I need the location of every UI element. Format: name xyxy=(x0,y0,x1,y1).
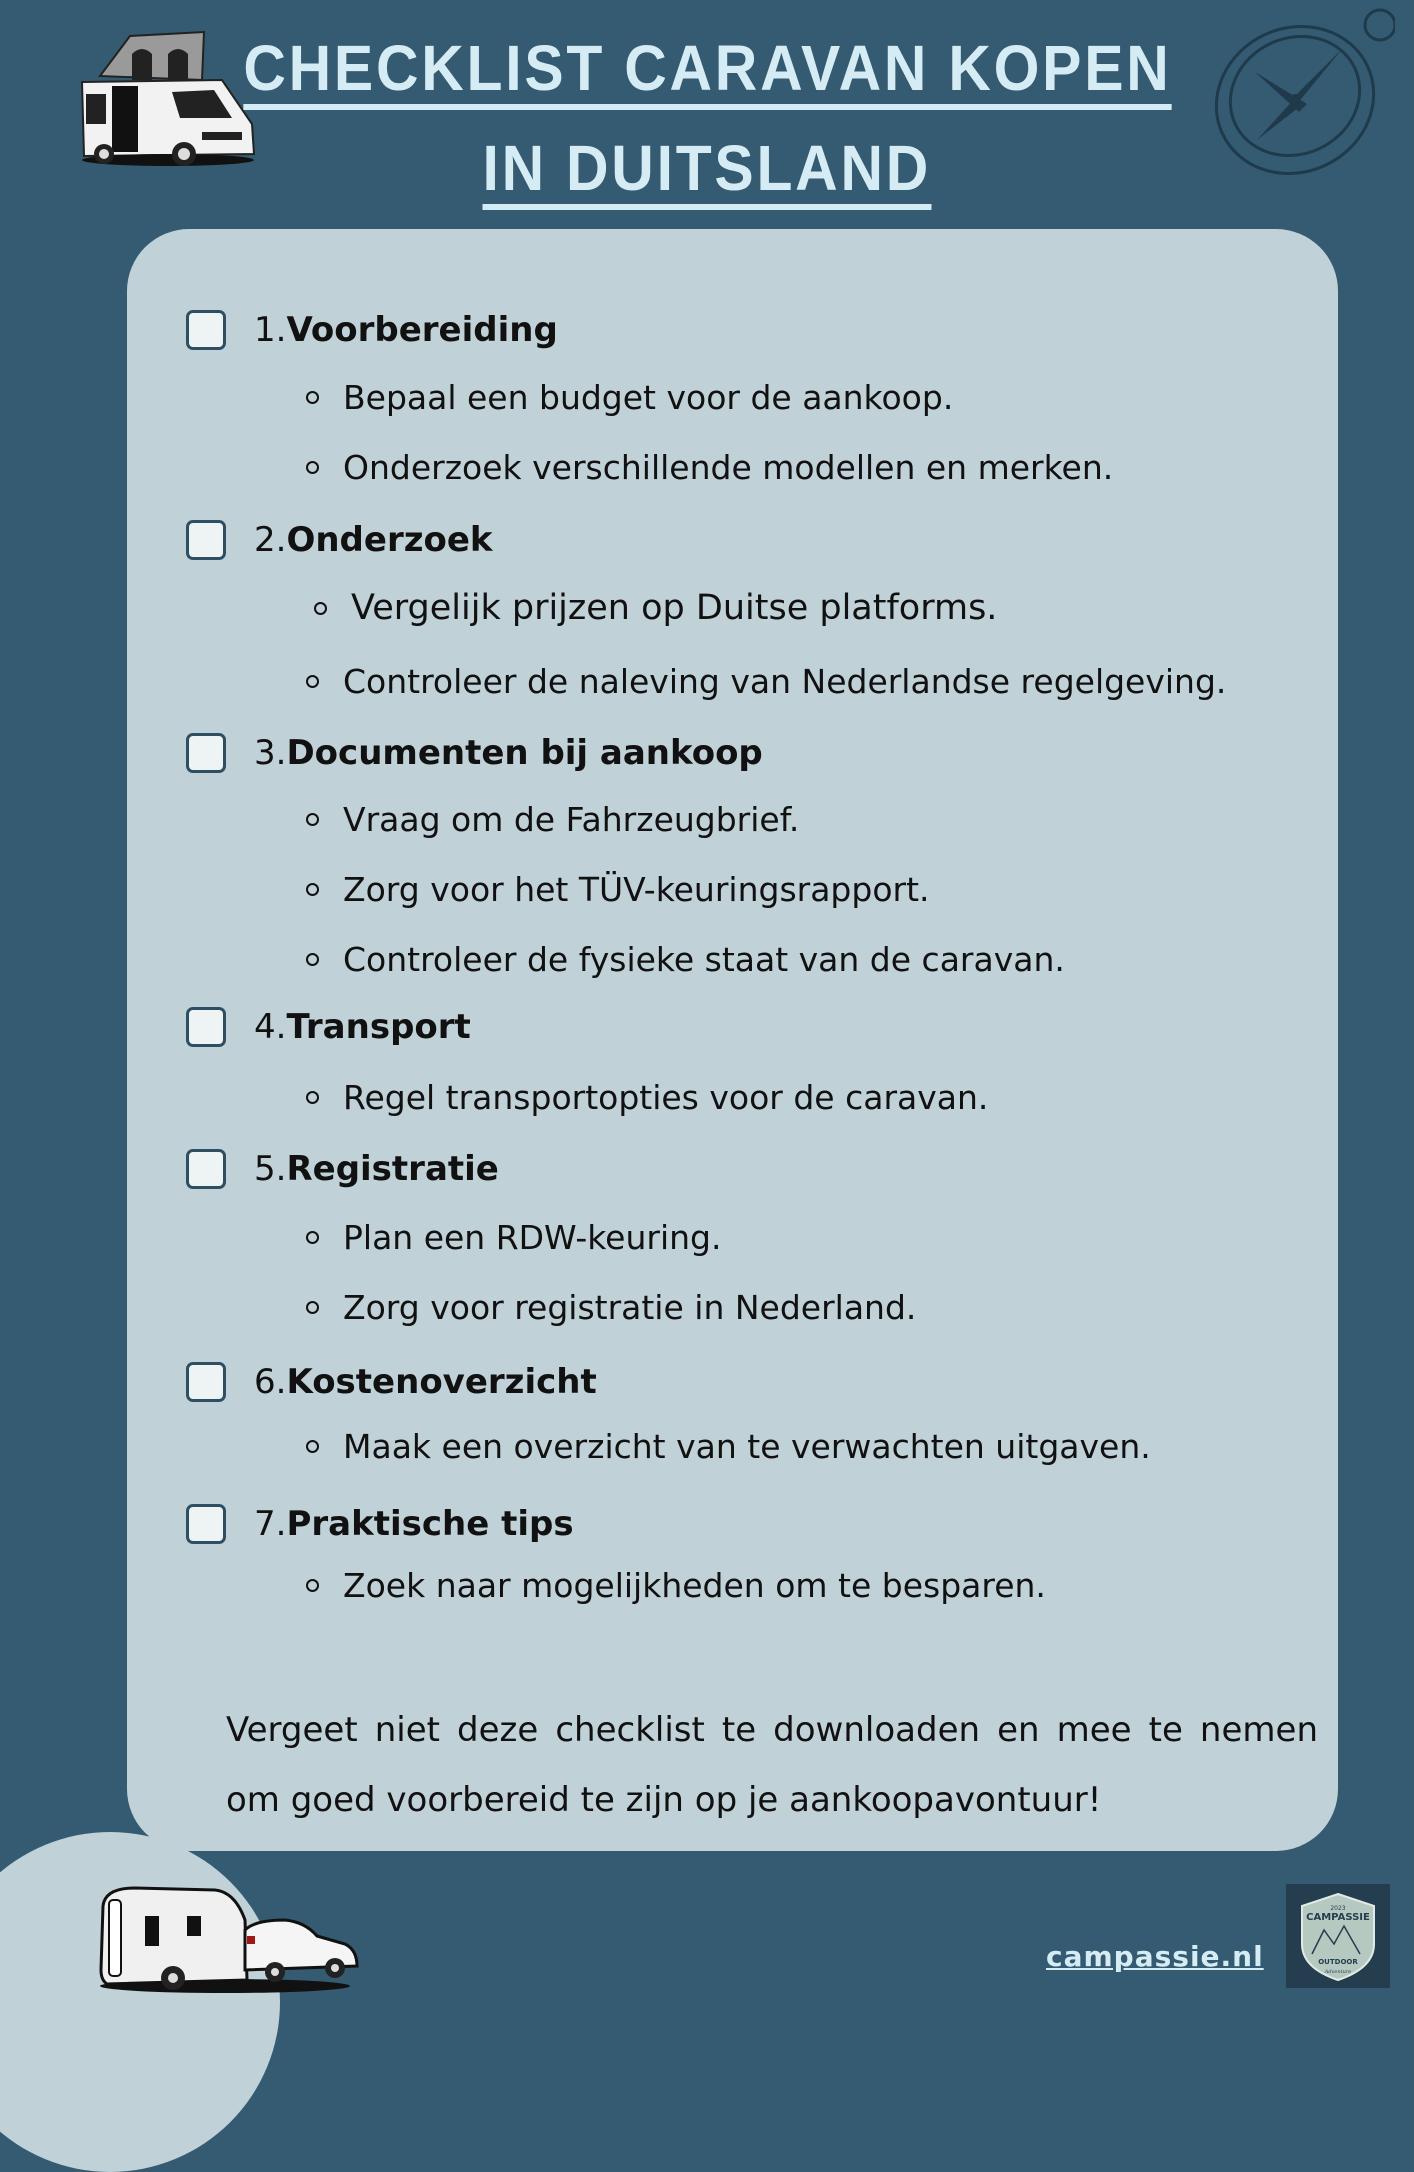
list-item: Zorg voor het TÜV-keuringsrapport. xyxy=(306,870,930,909)
section-number: 6. xyxy=(254,1362,287,1402)
checklist-section-3 xyxy=(186,733,763,773)
checkbox[interactable] xyxy=(186,1362,226,1402)
checklist-section-1 xyxy=(186,310,558,350)
list-item: Plan een RDW-keuring. xyxy=(306,1218,722,1257)
checklist-section-7 xyxy=(186,1504,574,1544)
bullet-icon xyxy=(306,813,319,826)
list-item: Vergelijk prijzen op Duitse platforms. xyxy=(314,588,997,628)
section-title: Kostenoverzicht xyxy=(286,1362,597,1402)
bullet-icon xyxy=(306,953,319,966)
section-number: 5. xyxy=(254,1149,287,1189)
checkbox[interactable] xyxy=(186,310,226,350)
list-item: Vraag om de Fahrzeugbrief. xyxy=(306,800,799,839)
bullet-icon xyxy=(306,1440,319,1453)
list-item: Controleer de fysieke staat van de caravan. xyxy=(306,940,1065,979)
list-item: Controleer de naleving van Nederlandse regelgeving. xyxy=(306,662,1226,701)
section-number: 7. xyxy=(254,1504,287,1544)
page-title-line-1: CHECKLIST CARAVAN KOPEN xyxy=(0,36,1414,110)
section-title: Voorbereiding xyxy=(286,310,558,350)
checklist-section-5 xyxy=(186,1149,499,1189)
section-title: Registratie xyxy=(286,1149,499,1189)
bullet-icon xyxy=(314,602,327,615)
svg-text:Adventure: Adventure xyxy=(1324,1969,1352,1975)
section-number: 2. xyxy=(254,520,287,560)
bullet-icon xyxy=(306,883,319,896)
list-item: Zoek naar mogelijkheden om te besparen. xyxy=(306,1566,1046,1605)
section-number: 3. xyxy=(254,733,287,773)
list-item: Onderzoek verschillende modellen en merken. xyxy=(306,448,1113,487)
checkbox[interactable] xyxy=(186,520,226,560)
bullet-icon xyxy=(306,461,319,474)
compass-icon xyxy=(1195,0,1395,185)
section-number: 1. xyxy=(254,310,287,350)
bullet-icon xyxy=(306,391,319,404)
list-item: Zorg voor registratie in Nederland. xyxy=(306,1288,916,1327)
section-title: Transport xyxy=(286,1007,471,1047)
list-item: Bepaal een budget voor de aankoop. xyxy=(306,378,953,417)
website-link[interactable]: campassie.nl xyxy=(1046,1940,1264,1973)
checklist-section-2 xyxy=(186,520,493,560)
checkbox[interactable] xyxy=(186,1007,226,1047)
section-title: Onderzoek xyxy=(286,520,493,560)
bullet-icon xyxy=(306,1231,319,1244)
checkbox[interactable] xyxy=(186,733,226,773)
bullet-icon xyxy=(306,675,319,688)
closing-note: Vergeet niet deze checklist te downloaden en mee te nemen om goed voorbereid te zijn op je aankoopavontuur! xyxy=(226,1710,1318,1820)
campassie-logo-badge xyxy=(1286,1884,1390,1988)
bullet-icon xyxy=(306,1301,319,1314)
checklist-section-6 xyxy=(186,1362,597,1402)
svg-text:CAMPASSIE: CAMPASSIE xyxy=(1306,1912,1370,1923)
page-title-line-2: IN DUITSLAND xyxy=(0,136,1414,210)
section-title: Praktische tips xyxy=(286,1504,574,1544)
checkbox[interactable] xyxy=(186,1504,226,1544)
list-item: Regel transportopties voor de caravan. xyxy=(306,1078,988,1117)
section-number: 4. xyxy=(254,1007,287,1047)
section-title: Documenten bij aankoop xyxy=(286,733,763,773)
svg-text:2023: 2023 xyxy=(1330,1905,1346,1912)
bullet-icon xyxy=(306,1091,319,1104)
checklist-section-4 xyxy=(186,1007,471,1047)
caravan-car-icon xyxy=(95,1880,360,1995)
list-item: Maak een overzicht van te verwachten uitgaven. xyxy=(306,1427,1151,1466)
svg-text:OUTDOOR: OUTDOOR xyxy=(1318,1958,1358,1966)
checkbox[interactable] xyxy=(186,1149,226,1189)
bullet-icon xyxy=(306,1579,319,1592)
